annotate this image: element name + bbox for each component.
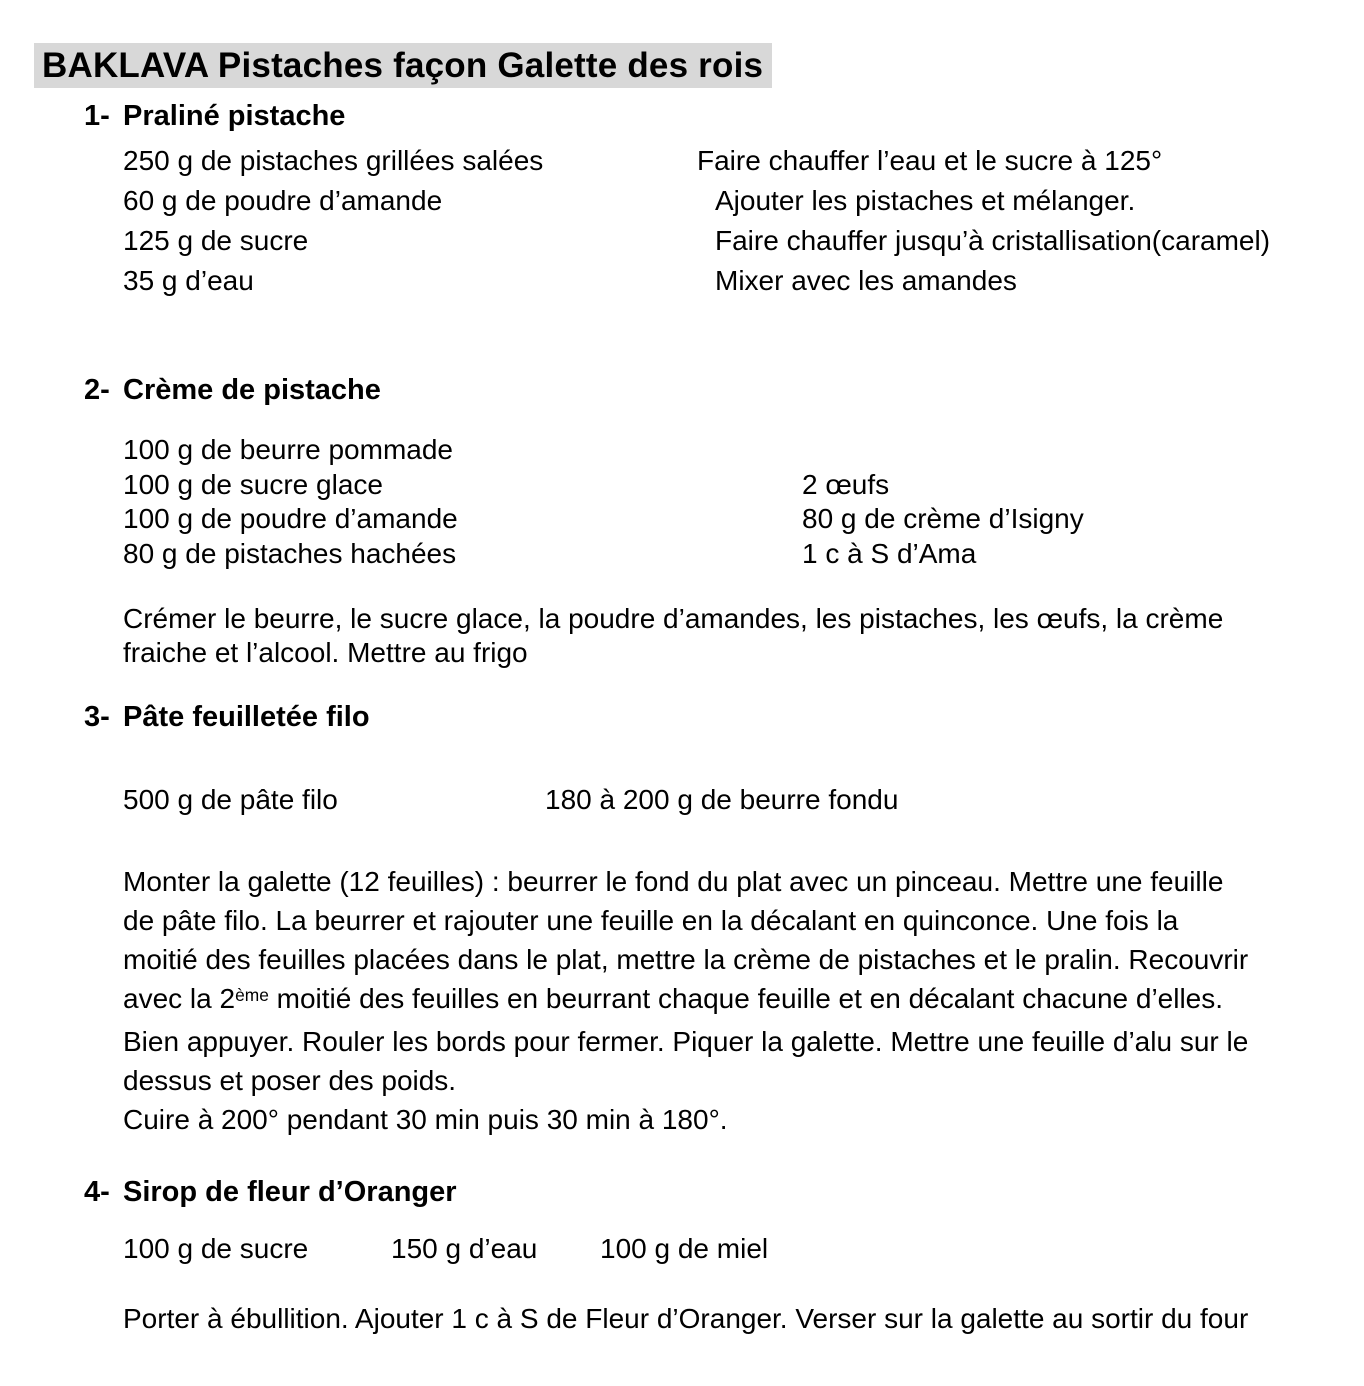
ingredient: 250 g de pistaches grillées salées bbox=[123, 145, 544, 176]
ingredient: 180 à 200 g de beurre fondu bbox=[545, 784, 899, 815]
text-before-superscript: avec la 2 bbox=[123, 983, 236, 1014]
ingredient: 2 œufs bbox=[802, 468, 890, 500]
section-2-instructions bbox=[123, 602, 1223, 670]
ingredient: 80 g de crème d’Isigny bbox=[802, 503, 1084, 534]
row-2 bbox=[123, 468, 1084, 503]
row-1 bbox=[123, 433, 1084, 468]
ingredient: 100 g de sucre bbox=[123, 1233, 309, 1264]
section-4-number: 4- bbox=[84, 1176, 110, 1208]
instruction-line: de pâte filo. La beurrer et rajouter une feuille en la décalant en quinconce. Une fois la bbox=[123, 905, 1179, 936]
section-1-number: 1- bbox=[84, 100, 110, 132]
step: Mixer avec les amandes bbox=[715, 265, 1017, 296]
ingredient: 60 g de poudre d’amande bbox=[123, 185, 443, 216]
instruction-line: moitié des feuilles placées dans le plat, mettre la crème de pistaches et le pralin. Recouvrir bbox=[123, 944, 1249, 975]
ingredient: 125 g de sucre bbox=[123, 225, 309, 256]
section-1-title: Praliné pistache bbox=[123, 100, 346, 132]
instruction-line: fraiche et l’alcool. Mettre au frigo bbox=[123, 637, 528, 668]
section-3-heading bbox=[84, 700, 370, 734]
row-4 bbox=[123, 261, 1270, 301]
instruction-line: dessus et poser des poids. bbox=[123, 1065, 457, 1096]
ingredient: 100 g de miel bbox=[600, 1233, 769, 1264]
section-2-title: Crème de pistache bbox=[123, 374, 381, 406]
section-2-ingredients bbox=[123, 433, 1084, 571]
ingredient: 1 c à S d’Ama bbox=[802, 537, 977, 569]
row-3 bbox=[123, 221, 1270, 261]
instruction-line: Porter à ébullition. Ajouter 1 c à S de Fleur d’Oranger. Verser sur la galette au sortir du four bbox=[123, 1303, 1249, 1334]
section-4-heading bbox=[84, 1175, 457, 1209]
instruction-line: Crémer le beurre, le sucre glace, la poudre d’amandes, les pistaches, les œufs, la crème bbox=[123, 603, 1224, 634]
section-4-title: Sirop de fleur d’Oranger bbox=[123, 1176, 457, 1208]
ingredient: 100 g de poudre d’amande bbox=[123, 503, 458, 534]
instruction-line: Cuire à 200° pendant 30 min puis 30 min à 180°. bbox=[123, 1104, 728, 1135]
section-2-heading bbox=[84, 373, 381, 407]
row-2 bbox=[123, 181, 1270, 221]
section-3-ingredients bbox=[123, 783, 898, 817]
section-4-instructions bbox=[123, 1302, 1248, 1336]
step: Faire chauffer l’eau et le sucre à 125° bbox=[697, 145, 1163, 176]
section-3-instructions bbox=[123, 862, 1248, 1139]
instruction-line: Bien appuyer. Rouler les bords pour fermer. Piquer la galette. Mettre une feuille d’alu sur le bbox=[123, 1026, 1249, 1057]
section-1-ingredients-steps bbox=[123, 141, 1270, 301]
section-1-heading bbox=[84, 99, 345, 133]
ingredient: 100 g de sucre glace bbox=[123, 468, 383, 500]
row-3 bbox=[123, 502, 1084, 537]
ingredient: 100 g de beurre pommade bbox=[123, 434, 453, 465]
section-3-number: 3- bbox=[84, 701, 110, 733]
ingredient: 150 g d’eau bbox=[391, 1233, 538, 1264]
row-4 bbox=[123, 537, 1084, 572]
step: Faire chauffer jusqu’à cristallisation(caramel) bbox=[715, 225, 1271, 256]
section-4-ingredients bbox=[123, 1232, 768, 1266]
ingredient: 500 g de pâte filo bbox=[123, 784, 338, 815]
ordinal-superscript: ème bbox=[235, 984, 269, 1005]
section-3-title: Pâte feuilletée filo bbox=[123, 701, 370, 733]
instruction-line bbox=[123, 979, 1248, 1022]
section-2-number: 2- bbox=[84, 374, 110, 406]
instruction-line: Monter la galette (12 feuilles) : beurrer le fond du plat avec un pinceau. Mettre une feuille bbox=[123, 866, 1224, 897]
ingredient: 35 g d’eau bbox=[123, 265, 254, 296]
row-1 bbox=[123, 141, 1270, 181]
text-after-superscript: moitié des feuilles en beurrant chaque feuille et en décalant chacune d’elles. bbox=[268, 983, 1224, 1014]
document-title: BAKLAVA Pistaches façon Galette des rois bbox=[34, 43, 772, 88]
ingredient: 80 g de pistaches hachées bbox=[123, 537, 457, 569]
step: Ajouter les pistaches et mélanger. bbox=[715, 185, 1136, 216]
